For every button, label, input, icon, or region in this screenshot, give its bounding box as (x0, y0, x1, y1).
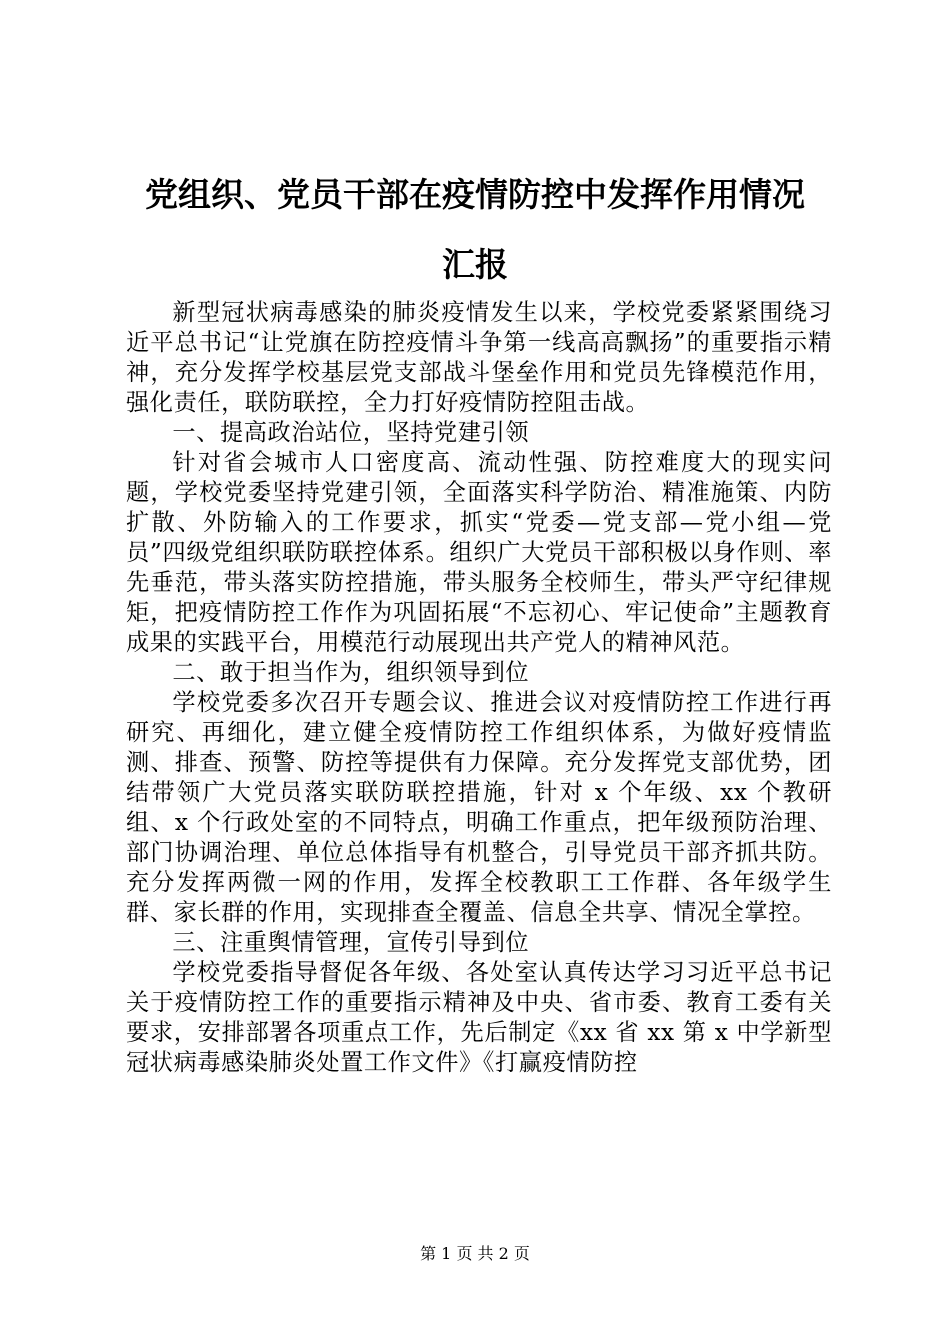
title-line-2: 汇报 (442, 245, 508, 284)
section-heading-1: 一、提高政治站位，坚持党建引领 (172, 419, 530, 446)
paragraph-section-1: 针对省会城市人口密度高、流动性强、防控难度大的现实问题，学校党委坚持党建引领，全面落实科学防治、精准施策、内防扩散、外防输入的工作要求，抓实“党委—党支部—党小组—党员”四级党组织联防联控体系。组织广大党员干部积极以身作则、率先垂范，带头落实防控措施，带头服务全校师生，带头严守纪律规矩，把疫情防控工作作为巩固拓展“不忘初心、牢记使命”主题教育成果的实践平台，用模范行动展现出共产党人的精神风范。 (126, 449, 832, 656)
paragraph-intro: 新型冠状病毒感染的肺炎疫情发生以来，学校党委紧紧围绕习近平总书记“让党旗在防控疫情斗争第一线高高飘扬”的重要指示精神，充分发挥学校基层党支部战斗堡垒作用和党员先锋模范作用，强化责任，联防联控，全力打好疫情防控阻击战。 (126, 299, 832, 416)
section-heading-3: 三、注重舆情管理，宣传引导到位 (172, 929, 530, 956)
section-heading-2: 二、敢于担当作为，组织领导到位 (172, 659, 530, 686)
paragraph-section-3: 学校党委指导督促各年级、各处室认真传达学习习近平总书记关于疫情防控工作的重要指示精神及中央、省市委、教育工委有关要求，安排部署各项重点工作，先后制定《xx 省 xx 第 x 中学新型冠状病毒感染肺炎处置工作文件》《打赢疫情防控 (126, 959, 832, 1076)
document-body (126, 298, 832, 1078)
title-line-1: 党组织、党员干部在疫情防控中发挥作用情况 (145, 175, 805, 214)
paragraph-section-2: 学校党委多次召开专题会议、推进会议对疫情防控工作进行再研究、再细化，建立健全疫情防控工作组织体系，为做好疫情监测、排查、预警、防控等提供有力保障。充分发挥党支部优势，团结带领广大党员落实联防联控措施，针对 x 个年级、xx 个教研组、x 个行政处室的不同特点，明确工作重点，把年级预防治理、部门协调治理、单位总体指导有机整合，引导党员干部齐抓共防。充分发挥两微一网的作用，发挥全校教职工工作群、各年级学生群、家长群的作用，实现排查全覆盖、信息全共享、情况全掌控。 (126, 689, 832, 926)
document-title (120, 160, 830, 300)
page-number-footer: 第 1 页 共 2 页 (420, 1244, 530, 1263)
